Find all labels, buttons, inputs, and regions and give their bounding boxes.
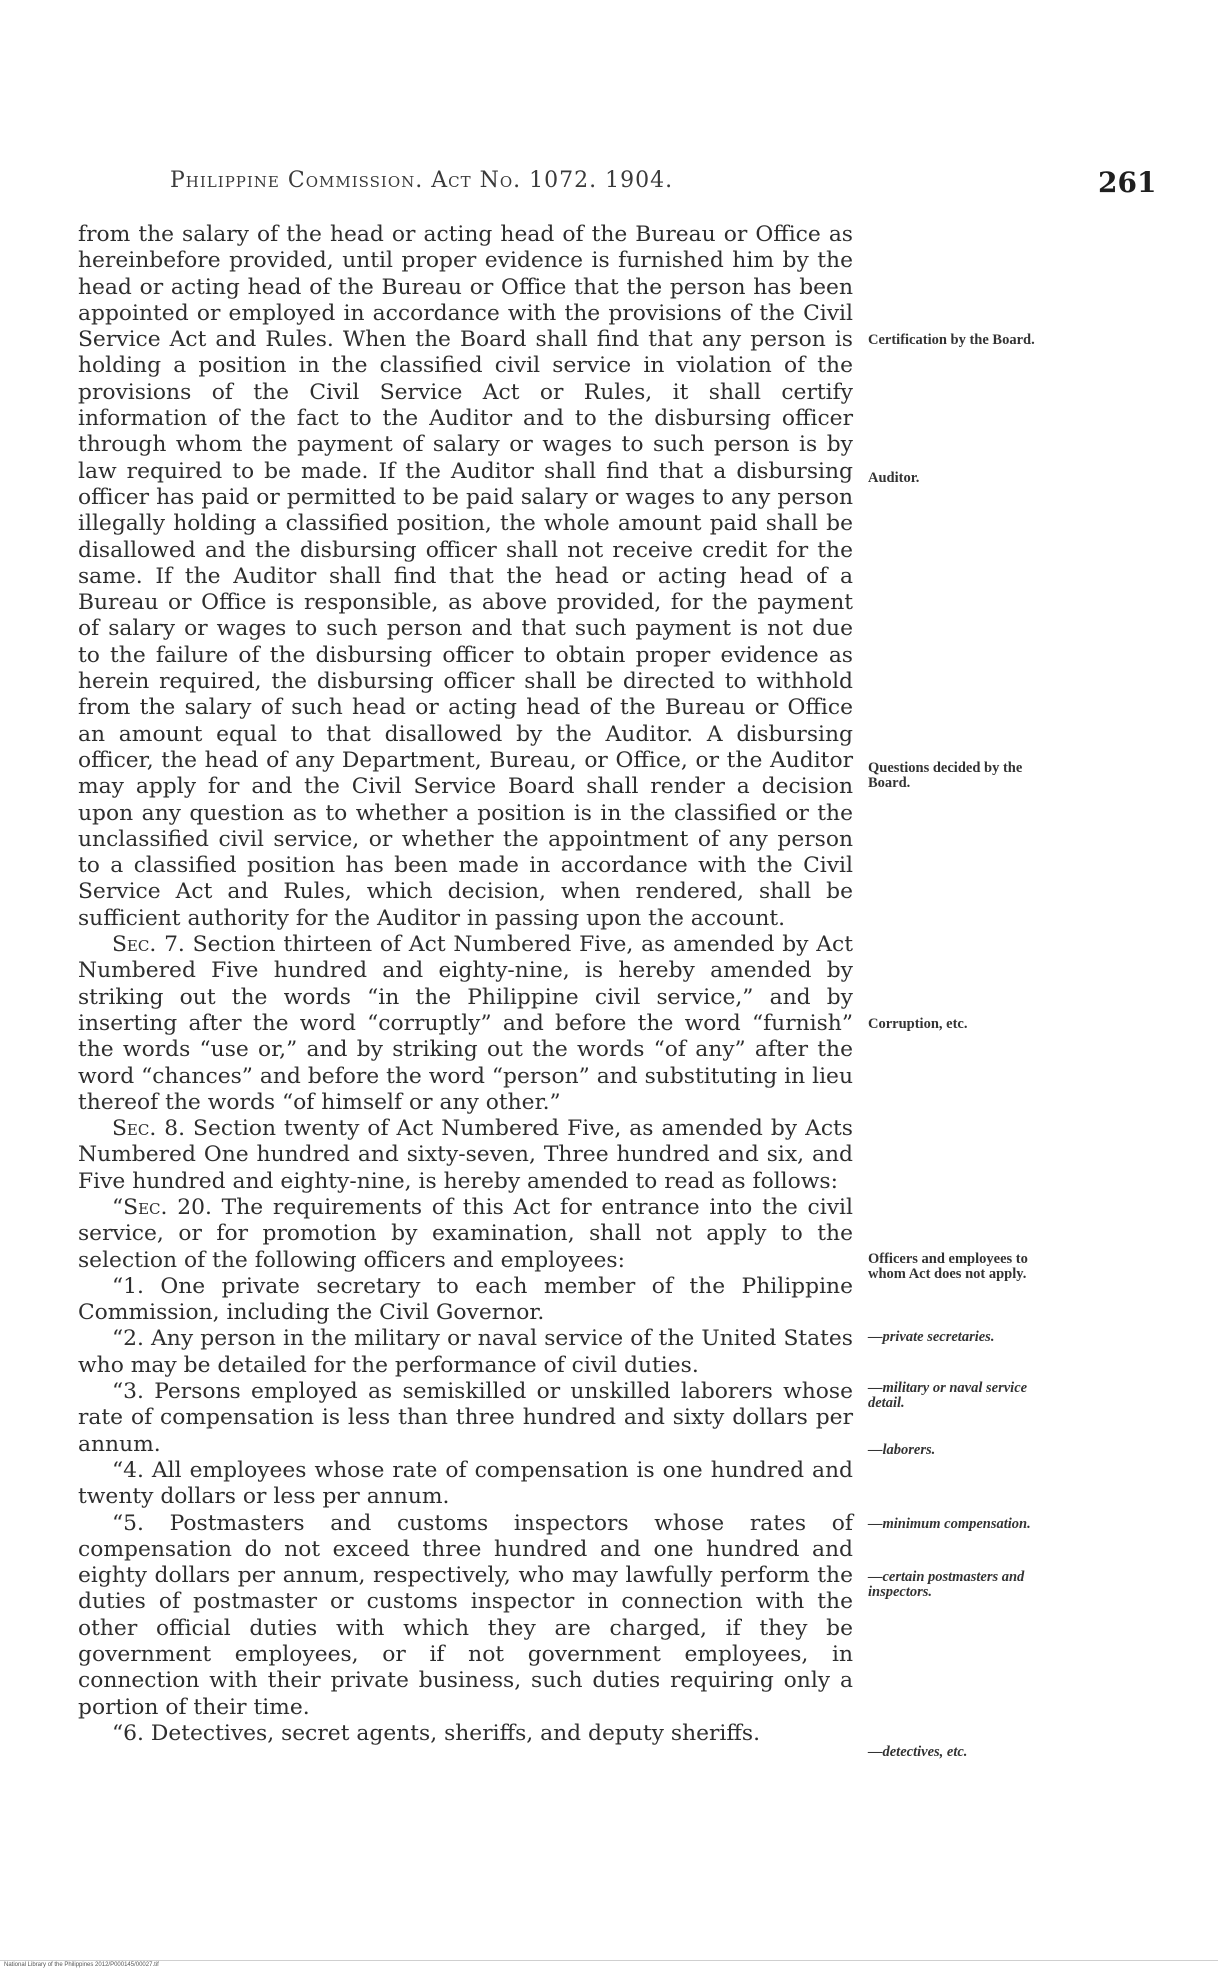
margin-note-minimum: —minimum compensation.: [868, 1516, 1031, 1532]
footer-rule: [0, 1960, 1218, 1961]
section-7: [78, 932, 853, 1116]
margin-note-questions: Questions decided by the Board.: [868, 760, 1023, 791]
margin-note-postmasters: —certain postmasters and inspectors.: [868, 1569, 1025, 1600]
section-8-label: Sec. 8.: [112, 1116, 186, 1142]
margin-note-military: —military or naval service detail.: [868, 1380, 1028, 1411]
margin-note-laborers: —laborers.: [868, 1442, 936, 1458]
section-8: [78, 1116, 853, 1195]
list-item-2: “2. Any person in the military or naval service of the United States who may be detailed for the performance of civil duties.: [78, 1326, 853, 1378]
margin-note-corruption: Corruption, etc.: [868, 1016, 968, 1032]
margin-note-private-secretaries: —private secretaries.: [868, 1329, 995, 1345]
paragraph-continuation: from the salary of the head or acting head of the Bureau or Office as hereinbefore provided, until proper evidence is furnished him by the head or acting head of the Bureau or Office that the person has been appointed or employed in accordance with the provisions of the Civil Service Act and Rules. When the Board shall find that any person is holding a position in the classified civil service in violation of the provisions of the Civil Service Act or Rules, it shall certify information of the fact to the Auditor and to the disbursing officer through whom the payment of salary or wages to such person is by law required to be made. If the Auditor shall find that a disbursing officer has paid or permitted to be paid salary or wages to any person illegally holding a classified position, the whole amount paid shall be disallowed and the disbursing officer shall not receive credit for the same. If the Auditor shall find that the head or acting head of a Bureau or Office is responsible, as above provided, for the payment of salary or wages to such person and that such payment is not due to the failure of the disbursing officer to obtain proper evidence as herein required, the disbursing officer shall be directed to withhold from the salary of such head or acting head of the Bureau or Office an amount equal to that disallowed by the Auditor. A disbursing officer, the head of any Department, Bureau, or Office, or the Auditor may apply for and the Civil Service Board shall render a decision upon any question as to whether a position is in the classified or the unclassified civil service, or whether the appointment of any person to a classified position has been made in accordance with the Civil Service Act and Rules, which decision, when rendered, shall be sufficient authority for the Auditor in passing upon the account.: [78, 222, 853, 931]
list-item-4: “4. All employees whose rate of compensation is one hundred and twenty dollars or less per annum.: [78, 1457, 853, 1510]
running-head: Philippine Commission. Act No. 1072. 1904.: [170, 168, 674, 193]
section-8-text: Section twenty of Act Numbered Five, as amended by Acts Numbered One hundred and sixty-seven, Three hundred and six, and Five hundred and eighty-nine, is hereby amended to read as follows:: [78, 1116, 853, 1194]
page-number: 261: [1098, 166, 1157, 199]
section-7-text: Section thirteen of Act Numbered Five, as amended by Act Numbered Five hundred and eighty-nine, is hereby amended by striking out the words “in the Philippine civil service,” and by inserting after the word “corruptly” and before the word “furnish” the words “use or,” and by striking out the words “of any” after the word “chances” and before the word “person” and substituting in lieu thereof the words “of himself or any other.”: [78, 932, 853, 1115]
footer-stamp: National Library of the Philippines 2012/P000145/00027.tif: [4, 1962, 159, 1968]
margin-note-auditor: Auditor.: [868, 470, 920, 486]
list-item-6: “6. Detectives, secret agents, sheriffs, and deputy sheriffs.: [112, 1720, 760, 1746]
list-item-1: “1. One private secretary to each member of the Philippine Commission, including the Civil Governor.: [78, 1273, 853, 1326]
section-20: [78, 1195, 853, 1274]
margin-note-officers: Officers and employees to whom Act does not apply.: [868, 1251, 1028, 1282]
section-20-label: “Sec. 20.: [112, 1194, 212, 1220]
margin-note-detectives: —detectives, etc.: [868, 1744, 968, 1760]
margin-note-certification: Certification by the Board.: [868, 332, 1035, 348]
section-7-label: Sec. 7.: [112, 932, 185, 958]
section-20-text: The requirements of this Act for entrance into the civil service, or for promotion by examination, shall not apply to the selection of the following officers and employees:: [78, 1194, 853, 1273]
list-item-3: “3. Persons employed as semiskilled or unskilled laborers whose rate of compensation is less than three hundred and sixty dollars per annum.: [78, 1379, 853, 1457]
list-item-5: “5. Postmasters and customs inspectors whose rates of compensation do not exceed three hundred and one hundred and eighty dollars per annum, respectively, who may lawfully perform the duties of postmaster or customs inspector in connection with the other official duties with which they are charged, if they be government employees, or if not government employees, in connection with their private business, such duties requiring only a portion of their time.: [78, 1510, 853, 1720]
body-text: [78, 222, 853, 1747]
